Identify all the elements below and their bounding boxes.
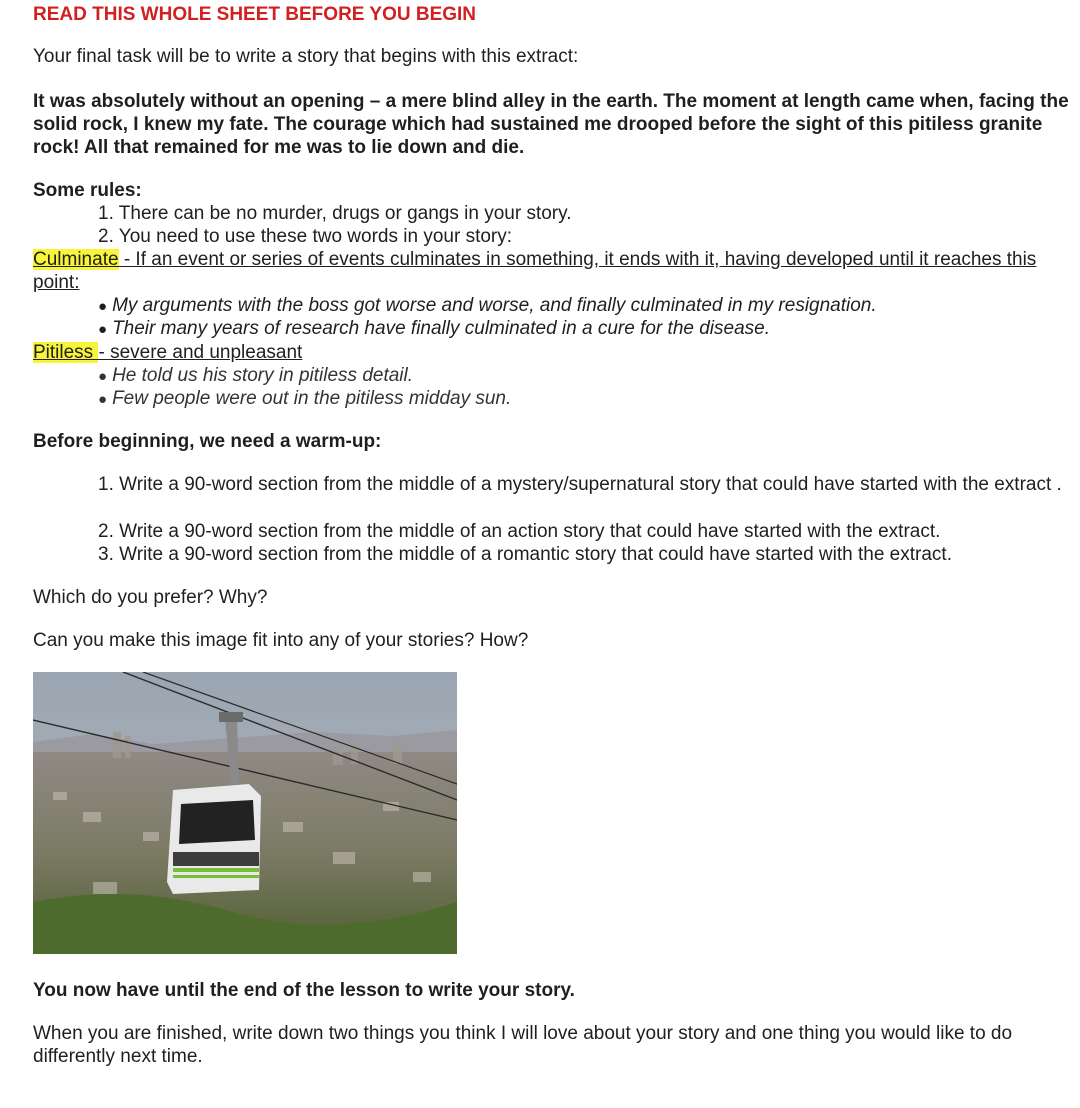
closing-reflection: When you are finished, write down two things you think I will love about your story and one thing you would like to do differently next time. [33, 1023, 1013, 1067]
question-image: Can you make this image fit into any of your stories? How? [33, 630, 529, 651]
word-entry-pitiless [33, 341, 1072, 364]
warmup-item-2: 2. Write a 90-word section from the middle of an action story that could have started with the extract. [98, 521, 941, 542]
example-pitiless-2: ● Few people were out in the pitiless midday sun. [98, 387, 1072, 411]
rule-item-2: 2. You need to use these two words in your story: [98, 226, 513, 247]
rule-item-1: 1. There can be no murder, drugs or gangs in your story. [98, 203, 572, 224]
cable-car-photo [33, 672, 457, 954]
warmup-item-3: 3. Write a 90-word section from the middle of a romantic story that could have started with the extract. [98, 544, 952, 565]
example-pitiless-1: ● He told us his story in pitiless detail. [98, 364, 1072, 388]
intro-text: Your final task will be to write a story that begins with this extract: [33, 46, 579, 67]
example-culminate-2: ● Their many years of research have finally culminated in a cure for the disease. [98, 317, 1072, 341]
rules-heading: Some rules: [33, 180, 142, 201]
closing-instruction: You now have until the end of the lesson to write your story. [33, 980, 575, 1001]
question-prefer: Which do you prefer? Why? [33, 587, 268, 608]
word-entry-culminate [33, 248, 1072, 294]
warmup-item-1: 1. Write a 90-word section from the middle of a mystery/supernatural story that could have started with the extract . [98, 474, 1062, 495]
word-culminate: Culminate [33, 249, 119, 270]
warmup-heading: Before beginning, we need a warm-up: [33, 431, 382, 452]
page-heading: READ THIS WHOLE SHEET BEFORE YOU BEGIN [33, 4, 477, 25]
cable-car-illustration [33, 672, 457, 954]
definition-pitiless: - severe and unpleasant [98, 342, 303, 363]
definition-culminate: - If an event or series of events culminates in something, it ends with it, having developed until it reaches this point: [33, 249, 1037, 293]
story-extract: It was absolutely without an opening – a mere blind alley in the earth. The moment at length came when, facing the solid rock, I knew my fate. The courage which had sustained me drooped before the sight of this pitiless granite rock! All that remained for me was to lie down and die. [33, 91, 1069, 158]
word-pitiless: Pitiless [33, 342, 99, 363]
example-culminate-1: ● My arguments with the boss got worse and worse, and finally culminated in my resignation. [98, 294, 1072, 318]
